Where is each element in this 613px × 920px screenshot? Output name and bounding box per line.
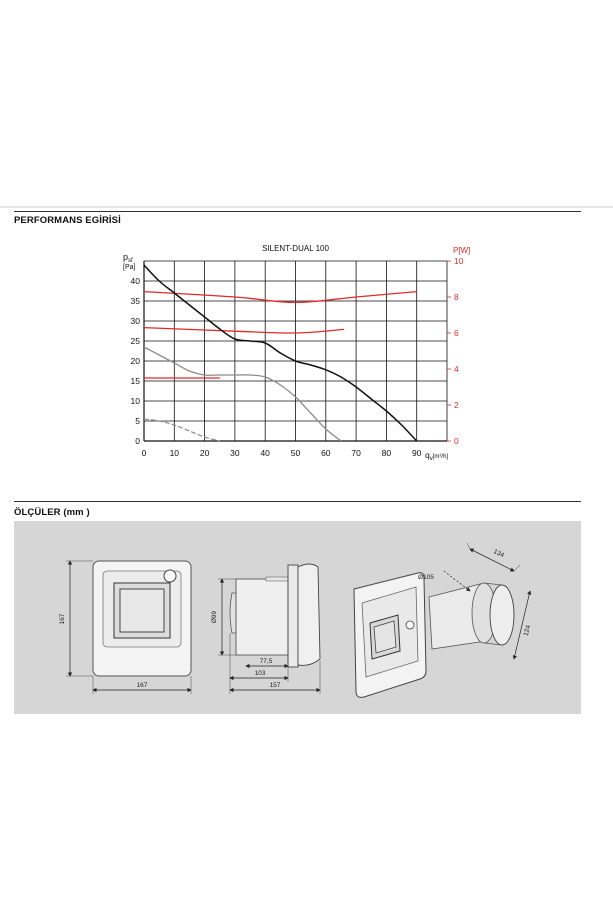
y2-tick-label: 2 (454, 400, 459, 410)
iso-indicator-light-icon (406, 621, 414, 629)
front-width-label: 167 (136, 682, 148, 689)
dimensions-section-title: ÖLÇÜLER (mm ) (14, 507, 90, 518)
x-tick-label: 70 (351, 448, 361, 458)
y-tick-label: 25 (130, 336, 140, 346)
y-tick-label: 40 (130, 276, 140, 286)
x-axis-label: $q_v[m^3/h]$ (425, 450, 449, 462)
x-tick-label: 30 (230, 448, 240, 458)
y-tick-label: 0 (135, 436, 140, 446)
indicator-light-icon (164, 570, 176, 582)
y-tick-label: 20 (130, 356, 140, 366)
y-tick-label: 5 (135, 416, 140, 426)
dimensions-drawing (14, 521, 581, 714)
y2-tick-label: 6 (454, 328, 459, 338)
iso-diameter-label: Ø105 (418, 574, 434, 581)
x-tick-label: 40 (260, 448, 270, 458)
y2-tick-label: 10 (454, 256, 464, 266)
side-view (211, 564, 320, 694)
x-tick-label: 20 (199, 448, 210, 458)
side-body-label: 103 (254, 670, 266, 677)
x-tick-label: 10 (169, 448, 180, 458)
y-tick-label: 15 (130, 376, 140, 386)
performance-section-title: PERFORMANS EGİRİSİ (14, 215, 121, 226)
y-tick-label: 35 (130, 296, 140, 306)
front-view (59, 561, 191, 694)
y2-axis-label: P[W] (453, 246, 471, 255)
chart-title: SILENT-DUAL 100 (262, 244, 329, 253)
iso-depth-label: 134 (492, 548, 506, 560)
x-tick-label: 50 (290, 448, 301, 458)
isometric-view (354, 543, 532, 697)
side-diameter-label: Ø99 (211, 610, 218, 624)
y2-tick-label: 4 (454, 364, 459, 374)
x-tick-label: 80 (381, 448, 392, 458)
side-total-label: 157 (269, 682, 281, 689)
y-axis-unit: [Pa] (123, 264, 136, 271)
pressure-curve-high (144, 265, 417, 441)
pressure-curve-low (144, 419, 220, 441)
y2-tick-label: 8 (454, 292, 459, 302)
x-tick-label: 60 (321, 448, 331, 458)
x-tick-label: 0 (141, 448, 147, 458)
y-tick-label: 30 (130, 316, 140, 326)
y-axis-label: $p_{sf}$ (123, 252, 133, 264)
side-spigot-label: 77,5 (259, 658, 273, 665)
y-tick-label: 10 (130, 396, 140, 406)
x-tick-label: 90 (411, 448, 422, 458)
iso-height-label: 124 (522, 624, 533, 637)
front-height-label: 167 (59, 613, 66, 625)
dimensions-section-rule (14, 501, 581, 502)
y2-tick-label: 0 (454, 436, 459, 446)
